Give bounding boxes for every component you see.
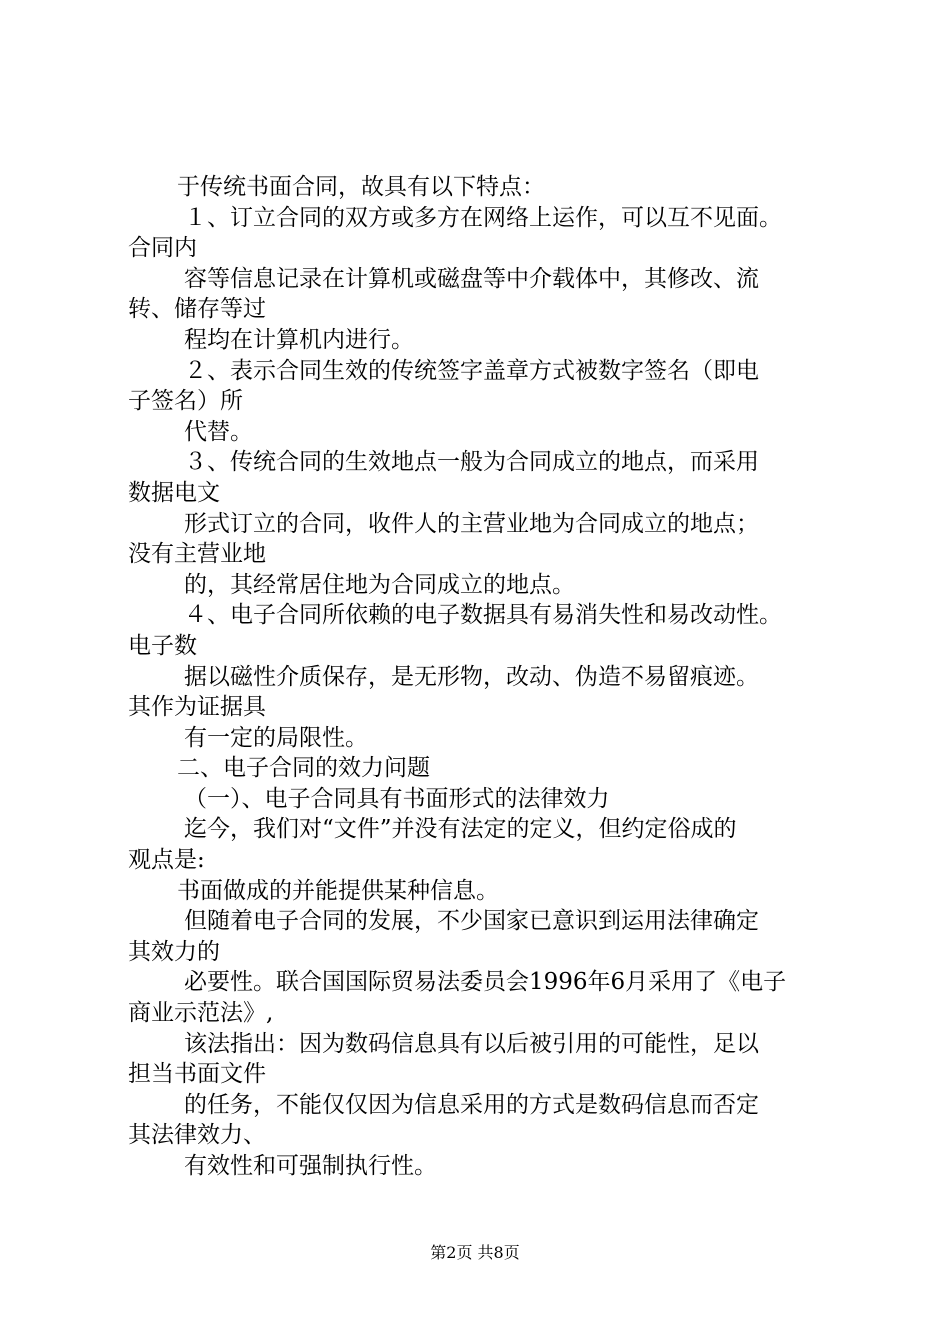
subsection-heading: （一）、电子合同具有书面形式的法律效力	[184, 785, 610, 812]
text-line: 的任务，不能仅仅因为信息采用的方式是数码信息而否定	[184, 1091, 759, 1118]
text-line-wrap: 观点是:	[128, 847, 205, 874]
list-item-3-line: ３、传统合同的生效地点一般为合同成立的地点，而采用	[184, 449, 759, 476]
section-heading: 二、电子合同的效力问题	[177, 755, 430, 782]
text-line: 但随着电子合同的发展，不少国家已意识到运用法律确定	[184, 908, 759, 935]
text-line-wrap: 其法律效力、	[128, 1122, 266, 1149]
text-line: 该法指出：因为数码信息具有以后被引用的可能性，足以	[184, 1030, 759, 1057]
text-line: 的，其经常居住地为合同成立的地点。	[184, 571, 575, 598]
text-line: 有一定的局限性。	[184, 724, 368, 751]
text-line-wrap: 其效力的	[128, 938, 220, 965]
list-item-2-wrap: 子签名）所	[128, 388, 243, 415]
text-line: 据以磁性介质保存，是无形物，改动、伪造不易留痕迹。	[184, 663, 759, 690]
text-line: 必要性。联合国国际贸易法委员会1996年6月采用了《电子	[184, 969, 787, 996]
text-line-wrap: 没有主营业地	[128, 541, 266, 568]
list-item-4-wrap: 电子数	[128, 632, 197, 659]
text-line: 书面做成的并能提供某种信息。	[177, 877, 499, 904]
text-line: 迄今，我们对“文件”并没有法定的定义，但约定俗成的	[184, 816, 737, 843]
document-body	[128, 172, 848, 1182]
list-item-2-line: ２、表示合同生效的传统签字盖章方式被数字签名（即电	[184, 357, 759, 384]
list-item-4-line: ４、电子合同所依赖的电子数据具有易消失性和易改动性。	[184, 602, 782, 629]
text-line: 容等信息记录在计算机或磁盘等中介载体中，其修改、流	[184, 265, 759, 292]
text-line: 于传统书面合同，故具有以下特点：	[177, 174, 545, 200]
list-item-1-line: １、订立合同的双方或多方在网络上运作，可以互不见面。	[184, 204, 782, 231]
text-line-wrap: 商业示范法》,	[128, 1000, 274, 1027]
text-line: 代替。	[184, 418, 253, 445]
text-line: 程均在计算机内进行。	[184, 326, 414, 353]
page-number-label: 第2页 共8页	[430, 1243, 520, 1262]
page-footer	[0, 1242, 950, 1264]
list-item-3-wrap: 数据电文	[128, 479, 220, 506]
text-line: 形式订立的合同，收件人的主营业地为合同成立的地点；	[184, 510, 759, 537]
text-line-wrap: 转、储存等过	[128, 296, 266, 323]
list-item-1-wrap: 合同内	[128, 235, 197, 262]
text-line-wrap: 担当书面文件	[128, 1061, 266, 1088]
text-line: 有效性和可强制执行性。	[184, 1153, 437, 1179]
text-line-wrap: 其作为证据具	[128, 694, 266, 721]
